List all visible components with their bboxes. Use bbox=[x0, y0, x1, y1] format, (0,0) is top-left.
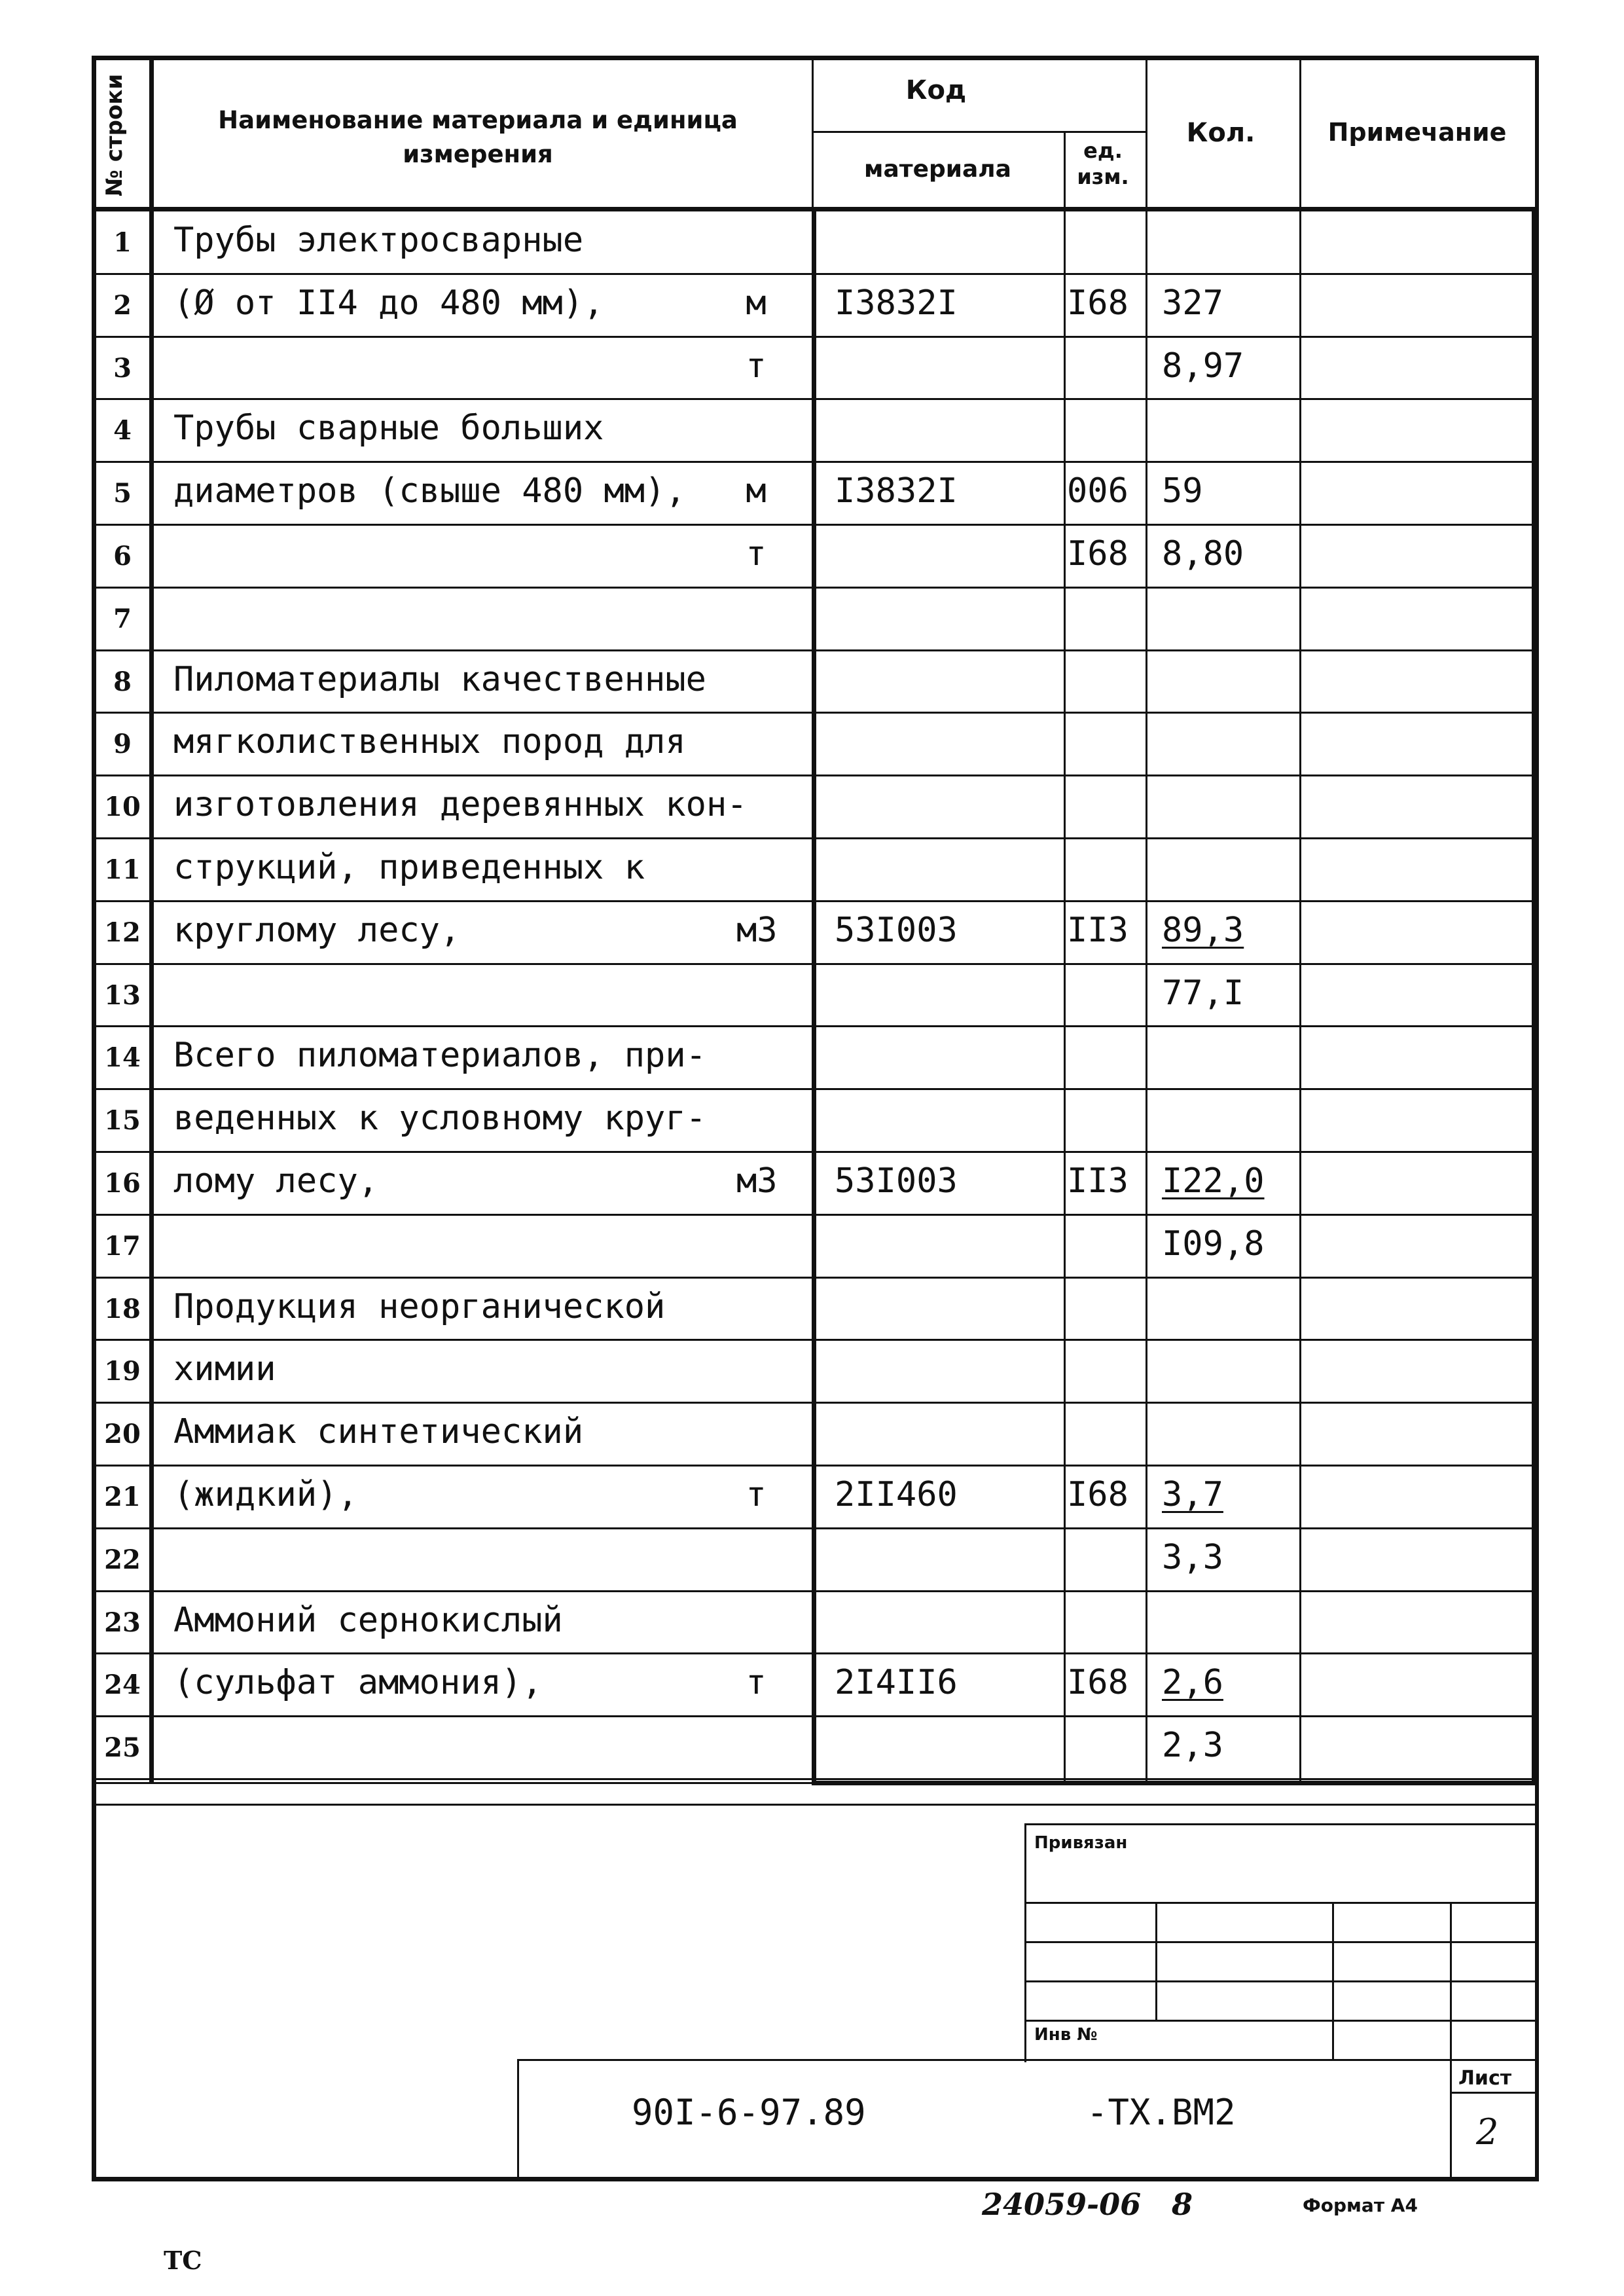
quantity: 59 bbox=[1162, 471, 1203, 511]
col-divider-note bbox=[1299, 207, 1301, 1785]
row-separator bbox=[96, 273, 1534, 275]
header-note: Примечание bbox=[1327, 118, 1507, 147]
col-divider-rownum bbox=[149, 56, 154, 1784]
corner-mark: ТС bbox=[164, 2246, 202, 2275]
row-number: 9 bbox=[113, 729, 132, 760]
row-number: 13 bbox=[104, 979, 141, 1011]
row-number: 25 bbox=[104, 1732, 141, 1764]
row-separator bbox=[96, 1088, 1534, 1090]
quantity: I22,0 bbox=[1162, 1161, 1265, 1201]
row-number: 3 bbox=[113, 352, 132, 384]
unit-of-measure: м bbox=[746, 283, 767, 323]
quantity: I09,8 bbox=[1162, 1224, 1265, 1264]
unit-of-measure: м3 bbox=[736, 1161, 778, 1201]
note-block-right-border bbox=[1532, 207, 1536, 1785]
row-number: 19 bbox=[104, 1356, 141, 1387]
row-number: 24 bbox=[104, 1669, 141, 1701]
row-number: 14 bbox=[104, 1042, 141, 1074]
unit-code: I68 bbox=[1067, 1475, 1128, 1514]
material-name: (Ø от II4 до 480 мм), bbox=[173, 283, 604, 323]
stamp-grid-v3 bbox=[1450, 1902, 1452, 2059]
document-mark: -ТХ.ВМ2 bbox=[1087, 2092, 1236, 2133]
unit-code: I68 bbox=[1067, 283, 1128, 323]
row-number: 10 bbox=[104, 792, 141, 823]
unit-of-measure: м bbox=[746, 471, 767, 511]
material-name: (сульфат аммония), bbox=[173, 1663, 543, 1703]
unit-code: I68 bbox=[1067, 534, 1128, 574]
row-separator bbox=[96, 1715, 1534, 1717]
row-number: 22 bbox=[104, 1544, 141, 1575]
row-number: 2 bbox=[113, 289, 132, 321]
material-code: 2I4II6 bbox=[835, 1663, 958, 1703]
code-block-left-border bbox=[812, 207, 816, 1785]
archive-sheet: 8 bbox=[1172, 2187, 1193, 2222]
stamp-privyazan-top bbox=[1024, 1823, 1538, 1825]
header-code: Код bbox=[905, 75, 967, 105]
row-separator bbox=[96, 524, 1534, 526]
row-separator bbox=[96, 1025, 1534, 1027]
row-separator bbox=[96, 1277, 1534, 1279]
col-divider-qty bbox=[1146, 207, 1147, 1785]
unit-of-measure: т bbox=[746, 346, 767, 386]
quantity: 8,97 bbox=[1162, 346, 1244, 386]
stamp-second-line bbox=[92, 1804, 1539, 1806]
row-separator bbox=[96, 1339, 1534, 1341]
stamp-grid-v1 bbox=[1155, 1902, 1157, 2020]
unit-of-measure: м3 bbox=[736, 910, 778, 950]
row-separator bbox=[96, 712, 1534, 714]
unit-of-measure: т bbox=[746, 1663, 767, 1703]
frame-bottom-border bbox=[92, 2177, 1539, 2181]
title-block-left bbox=[517, 2059, 519, 2180]
unit-code: 006 bbox=[1067, 471, 1128, 511]
title-block-sheet-line bbox=[1450, 2092, 1538, 2094]
row-number: 16 bbox=[104, 1168, 141, 1199]
material-name: круглому лесу, bbox=[173, 910, 461, 950]
material-code: I3832I bbox=[835, 283, 958, 323]
material-name: изготовления деревянных кон- bbox=[173, 785, 748, 825]
row-separator bbox=[96, 837, 1534, 839]
title-block-sheet-divider bbox=[1450, 2059, 1452, 2180]
row-separator bbox=[96, 1402, 1534, 1404]
sheet-number: 2 bbox=[1476, 2111, 1499, 2153]
unit-code: II3 bbox=[1067, 910, 1128, 950]
unit-code: II3 bbox=[1067, 1161, 1128, 1201]
row-separator bbox=[96, 1214, 1534, 1216]
quantity: 2,6 bbox=[1162, 1663, 1223, 1703]
frame-left-border bbox=[92, 56, 96, 2180]
row-separator bbox=[96, 1465, 1534, 1467]
row-separator bbox=[96, 900, 1534, 902]
row-number: 5 bbox=[113, 478, 132, 509]
material-name: Всего пиломатериалов, при- bbox=[173, 1036, 706, 1076]
material-name: Трубы сварные больших bbox=[173, 409, 604, 448]
row-separator bbox=[96, 649, 1534, 651]
row-separator bbox=[96, 1590, 1534, 1592]
row-number: 21 bbox=[104, 1482, 141, 1512]
row-number: 18 bbox=[104, 1293, 141, 1324]
unit-of-measure: т bbox=[746, 534, 767, 574]
stamp-privyazan-label: Привязан bbox=[1034, 1833, 1128, 1853]
material-name: веденных к условному круг- bbox=[173, 1099, 706, 1139]
row-number: 6 bbox=[113, 541, 132, 572]
row-separator bbox=[96, 336, 1534, 338]
quantity: 3,7 bbox=[1162, 1475, 1223, 1514]
stamp-grid-line-4 bbox=[1024, 2020, 1538, 2022]
stamp-grid-line-2 bbox=[1024, 1941, 1538, 1943]
material-code: 53I003 bbox=[835, 910, 958, 950]
material-name: диаметров (свыше 480 мм), bbox=[173, 471, 686, 511]
material-code: I3832I bbox=[835, 471, 958, 511]
row-separator bbox=[96, 461, 1534, 463]
header-row-number: № строки bbox=[101, 73, 128, 196]
stamp-inv-label: Инв № bbox=[1034, 2025, 1098, 2045]
material-name: мягколиственных пород для bbox=[173, 722, 686, 762]
quantity: 8,80 bbox=[1162, 534, 1244, 574]
row-number: 1 bbox=[113, 227, 132, 258]
quantity: 3,3 bbox=[1162, 1537, 1223, 1577]
row-separator bbox=[96, 774, 1534, 776]
quantity: 327 bbox=[1162, 283, 1223, 323]
row-separator bbox=[96, 1151, 1534, 1153]
quantity: 2,3 bbox=[1162, 1726, 1223, 1766]
stamp-grid-line-1 bbox=[1024, 1902, 1538, 1904]
row-number: 12 bbox=[104, 917, 141, 948]
row-separator bbox=[96, 398, 1534, 400]
row-separator bbox=[96, 1527, 1534, 1529]
row-number: 23 bbox=[104, 1607, 141, 1638]
material-name: Аммиак синтетический bbox=[173, 1412, 584, 1452]
row-number: 4 bbox=[113, 415, 132, 446]
header-material-code: материала bbox=[864, 156, 1011, 183]
row-number: 11 bbox=[104, 854, 141, 885]
unit-code: I68 bbox=[1067, 1663, 1128, 1703]
unit-of-measure: т bbox=[746, 1475, 767, 1514]
stamp-grid-line-3 bbox=[1024, 1980, 1538, 1982]
document-code: 90I-6-97.89 bbox=[632, 2092, 866, 2133]
row-separator bbox=[96, 587, 1534, 589]
quantity: 89,3 bbox=[1162, 910, 1244, 950]
row-number: 8 bbox=[113, 666, 132, 697]
stamp-top-line bbox=[92, 1782, 1539, 1784]
material-name: струкций, приведенных к bbox=[173, 848, 645, 887]
header-material-name: Наименование материала и единица измерения bbox=[218, 106, 738, 168]
material-name: лому лесу, bbox=[173, 1161, 379, 1201]
material-name: Продукция неорганической bbox=[173, 1286, 666, 1326]
header-quantity: Кол. bbox=[1186, 118, 1255, 148]
material-name: Пиломатериалы качественные bbox=[173, 659, 706, 699]
material-name: Аммоний сернокислый bbox=[173, 1600, 563, 1640]
sheet-label: Лист bbox=[1458, 2067, 1512, 2090]
code-subheader-line bbox=[812, 131, 1146, 133]
row-number: 17 bbox=[104, 1230, 141, 1262]
row-separator bbox=[96, 1778, 1534, 1780]
material-name: Трубы электросварные bbox=[173, 221, 584, 260]
row-separator bbox=[96, 963, 1534, 965]
row-number: 7 bbox=[113, 603, 132, 634]
material-code: 53I003 bbox=[835, 1161, 958, 1201]
row-separator bbox=[96, 1652, 1534, 1654]
format-label: Формат А4 bbox=[1303, 2195, 1418, 2216]
header-unit: ед. изм. bbox=[1077, 138, 1129, 189]
col-divider-ed bbox=[1064, 207, 1066, 1785]
material-name: химии bbox=[173, 1349, 276, 1389]
table-top-border bbox=[92, 56, 1539, 60]
archive-number: 24059-06 bbox=[982, 2187, 1142, 2222]
material-code: 2II460 bbox=[835, 1475, 958, 1514]
row-number: 15 bbox=[104, 1105, 141, 1137]
row-number: 20 bbox=[104, 1419, 141, 1450]
stamp-grid-v2 bbox=[1332, 1902, 1334, 2059]
title-block-top bbox=[517, 2059, 1538, 2061]
material-name: (жидкий), bbox=[173, 1475, 358, 1514]
quantity: 77,I bbox=[1162, 973, 1244, 1013]
